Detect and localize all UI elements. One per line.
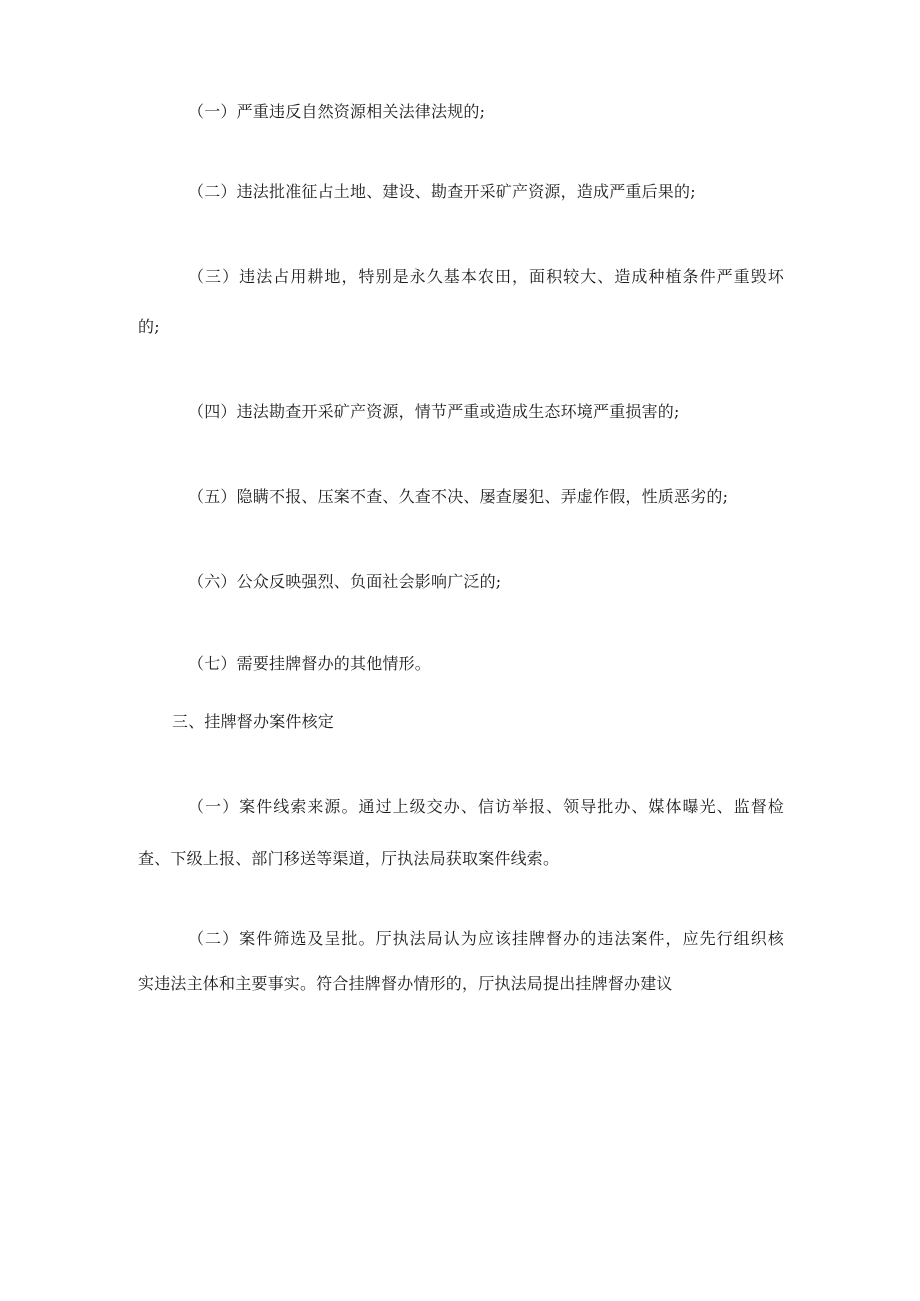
section-heading: 三、挂牌督办案件核定 [172, 712, 335, 731]
list-item-1: （一）严重违反自然资源相关法律法规的; [188, 102, 486, 121]
list-item-6: （六）公众反映强烈、负面社会影响广泛的; [188, 572, 502, 591]
list-item-3-line-2: 的; [138, 317, 160, 336]
list-item-2: （二）违法批准征占土地、建设、勘查开采矿产资源，造成严重后果的; [188, 182, 696, 201]
section-item-1-line-2: 查、下级上报、部门移送等渠道，厅执法局获取案件线索。 [138, 849, 560, 868]
list-item-4: （四）违法勘查开采矿产资源，情节严重或造成生态环境严重损害的; [188, 402, 680, 421]
list-item-3-line-1: （三）违法占用耕地，特别是永久基本农田，面积较大、造成种植条件严重毁坏 [188, 267, 784, 286]
list-item-7: （七）需要挂牌督办的其他情形。 [188, 654, 432, 673]
section-item-1-line-1: （一）案件线索来源。通过上级交办、信访举报、领导批办、媒体曝光、监督检 [188, 797, 784, 816]
section-item-2-line-1: （二）案件筛选及呈批。厅执法局认为应该挂牌督办的违法案件，应先行组织核 [188, 929, 784, 948]
list-item-5: （五）隐瞒不报、压案不查、久查不决、屡查屡犯、弄虚作假，性质恶劣的; [188, 487, 729, 506]
section-item-2-line-2: 实违法主体和主要事实。符合挂牌督办情形的，厅执法局提出挂牌督办建议 [138, 974, 673, 993]
